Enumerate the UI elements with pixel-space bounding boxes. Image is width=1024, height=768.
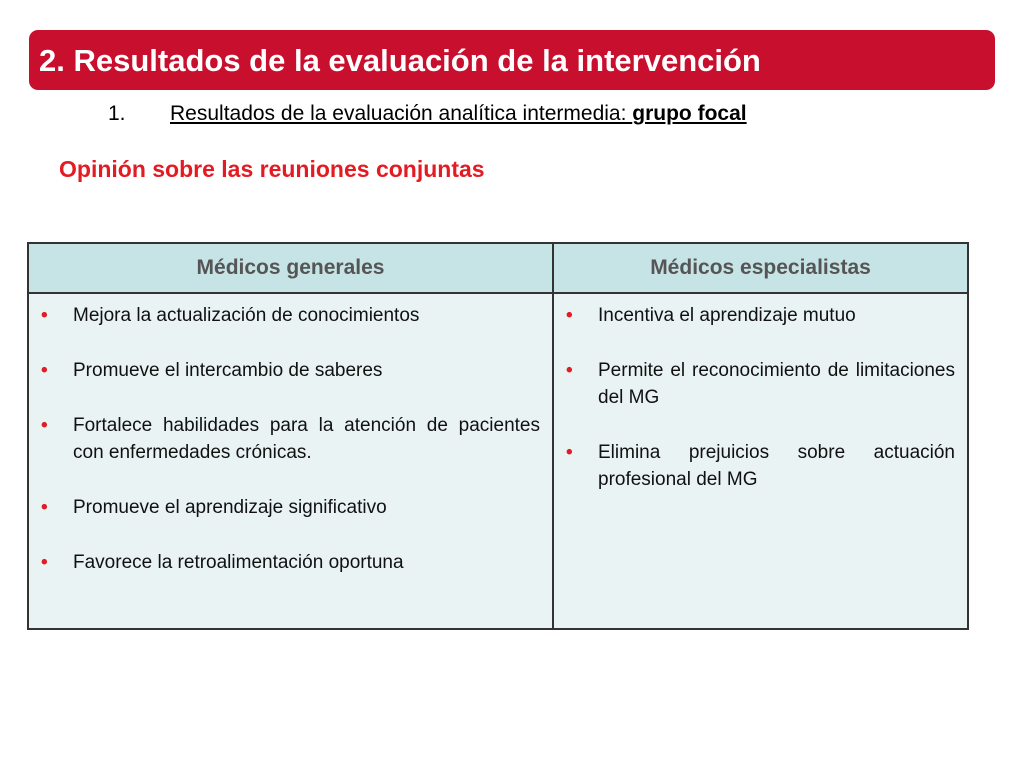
especialistas-list <box>566 302 955 493</box>
bullet-icon: • <box>566 305 573 326</box>
bullet-icon: • <box>41 305 48 326</box>
list-item <box>566 439 955 493</box>
list-item-text: Promueve el intercambio de saberes <box>73 360 383 381</box>
list-item-text: Mejora la actualización de conocimientos <box>73 305 420 326</box>
opinions-table <box>27 242 969 630</box>
list-item-text: Incentiva el aprendizaje mutuo <box>598 305 856 326</box>
generales-list <box>41 302 540 576</box>
list-item-text: Favorece la retroalimentación oportuna <box>73 552 404 573</box>
subtitle-number: 1. <box>108 102 126 125</box>
generales-cell <box>28 293 553 629</box>
list-item-text: Elimina prejuicios sobre actuación profesional del MG <box>598 442 955 490</box>
bullet-icon: • <box>41 415 48 436</box>
subtitle-bold: grupo focal <box>632 102 747 125</box>
list-item <box>41 412 540 466</box>
table-row <box>28 293 968 629</box>
title-bar <box>29 30 995 90</box>
list-item <box>566 357 955 411</box>
list-item-text: Fortalece habilidades para la atención de pacientes con enfermedades crónicas. <box>73 415 540 463</box>
bullet-icon: • <box>41 360 48 381</box>
list-item <box>41 357 540 384</box>
bullet-icon: • <box>41 552 48 573</box>
bullet-icon: • <box>566 442 573 463</box>
subtitle-text: Resultados de la evaluación analítica intermedia: <box>170 102 633 125</box>
especialistas-cell <box>553 293 968 629</box>
page-title: 2. Resultados de la evaluación de la intervención <box>39 43 761 78</box>
list-item <box>41 549 540 576</box>
list-item <box>41 494 540 521</box>
list-item-text: Promueve el aprendizaje significativo <box>73 497 387 518</box>
bullet-icon: • <box>41 497 48 518</box>
section-heading: Opinión sobre las reuniones conjuntas <box>59 156 485 182</box>
list-item <box>41 302 540 329</box>
subtitle <box>108 102 747 126</box>
header-generales: Médicos generales <box>28 243 553 293</box>
list-item-text: Permite el reconocimiento de limitaciones del MG <box>598 360 955 408</box>
bullet-icon: • <box>566 360 573 381</box>
table-header-row <box>28 243 968 293</box>
header-especialistas: Médicos especialistas <box>553 243 968 293</box>
list-item <box>566 302 955 329</box>
